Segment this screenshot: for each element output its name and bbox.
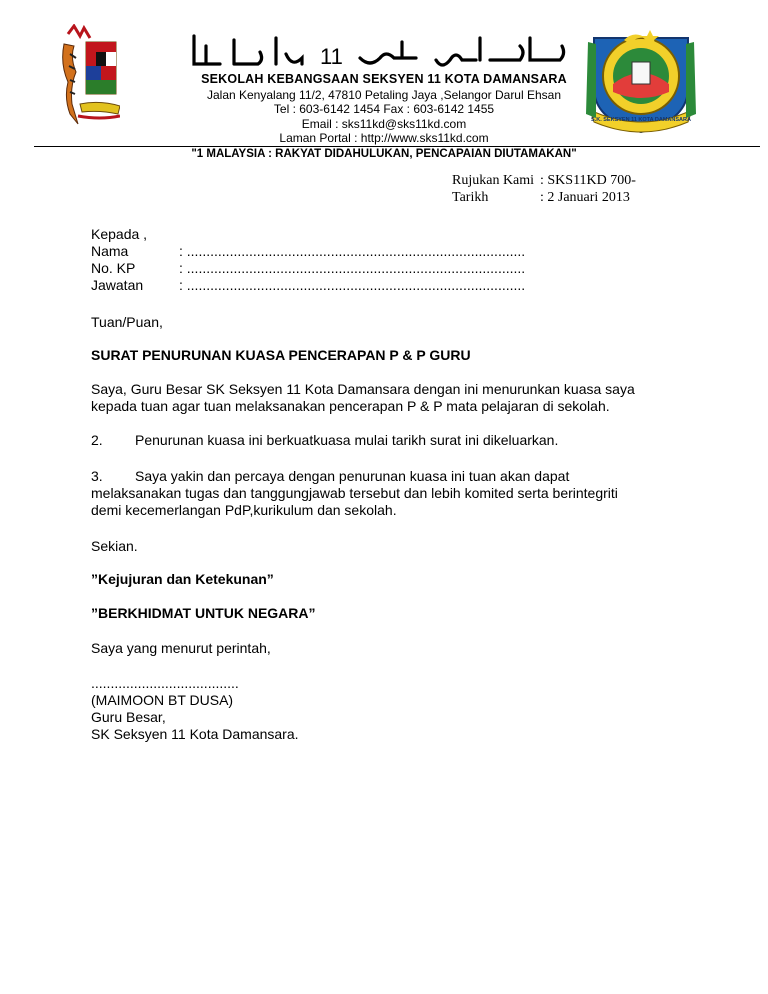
jawi-number: 11 xyxy=(320,44,343,69)
field-label: Jawatan xyxy=(91,277,144,293)
school-address: Jalan Kenyalang 11/2, 47810 Petaling Jaya ,Selangor Darul Ehsan xyxy=(206,88,562,102)
paragraph-2 xyxy=(91,432,701,449)
paragraph-3-line-3: demi kecemerlangan PdP,kurikulum dan sekolah. xyxy=(91,502,397,518)
school-phone: Tel : 603-6142 1454 Fax : 603-6142 1455 xyxy=(273,102,495,116)
salutation: Tuan/Puan, xyxy=(91,314,163,330)
paragraph-number: 3. xyxy=(91,468,103,484)
slogan: "1 MALAYSIA : RAKYAT DIDAHULUKAN, PENCAPAIAN DIUTAMAKAN" xyxy=(191,148,577,160)
school-email: Email : sks11kd@sks11kd.com xyxy=(301,117,467,131)
date-value: : 2 Januari 2013 xyxy=(540,190,630,205)
paragraph-number: 2. xyxy=(91,432,103,448)
sign-intro: Saya yang menurut perintah, xyxy=(91,640,271,656)
school-portal: Laman Portal : http://www.sks11kd.com xyxy=(279,131,489,145)
field-value: : ....................................................................................... xyxy=(179,277,526,293)
header-divider xyxy=(34,146,760,147)
reference-label: Rujukan Kami xyxy=(452,173,535,188)
school-name: SEKOLAH KEBANGSAAN SEKSYEN 11 KOTA DAMANSARA xyxy=(201,72,567,86)
signature-line: ...................................... xyxy=(91,675,239,691)
recipient-field-position xyxy=(91,277,525,294)
motto-integrity: ”Kejujuran dan Ketekunan” xyxy=(91,571,274,587)
paragraph-text: Saya yakin dan percaya dengan penurunan kuasa ini tuan akan dapat xyxy=(135,468,570,484)
reference-value: : SKS11KD 700- xyxy=(540,173,636,188)
paragraph-1-line-2: kepada tuan agar tuan melaksanakan pencerapan P & P mata pelajaran di sekolah. xyxy=(91,398,610,414)
motto-service: ”BERKHIDMAT UNTUK NEGARA” xyxy=(91,605,316,621)
field-value: : ....................................................................................... xyxy=(179,260,526,276)
crest-caption: S.K. SEKSYEN 11 KOTA DAMANSARA xyxy=(591,117,691,123)
jawi-school-name xyxy=(180,30,570,74)
signatory-name: (MAIMOON BT DUSA) xyxy=(91,692,234,708)
paragraph-3-line-2: melaksanakan tugas dan tanggungjawab tersebut dan lebih komited serta berintegriti xyxy=(91,485,618,501)
field-label: No. KP xyxy=(91,260,136,276)
field-label: Nama xyxy=(91,243,129,259)
paragraph-3-line-1 xyxy=(91,468,701,485)
recipient-field-name xyxy=(91,243,525,260)
signatory-title: Guru Besar, xyxy=(91,709,166,725)
recipient-greeting: Kepada , xyxy=(91,226,148,242)
closing: Sekian. xyxy=(91,538,138,554)
date-row xyxy=(452,189,630,206)
date-label: Tarikh xyxy=(452,190,489,205)
reference-row xyxy=(452,172,636,189)
letter-subject: SURAT PENURUNAN KUASA PENCERAPAN P & P GURU xyxy=(91,347,471,363)
field-value: : ....................................................................................... xyxy=(179,243,526,259)
paragraph-text: Penurunan kuasa ini berkuatkuasa mulai tarikh surat ini dikeluarkan. xyxy=(135,432,559,448)
paragraph-1-line-1: Saya, Guru Besar SK Seksyen 11 Kota Damansara dengan ini menurunkan kuasa saya xyxy=(91,381,635,397)
recipient-field-ic xyxy=(91,260,525,277)
signatory-school: SK Seksyen 11 Kota Damansara. xyxy=(91,726,299,742)
